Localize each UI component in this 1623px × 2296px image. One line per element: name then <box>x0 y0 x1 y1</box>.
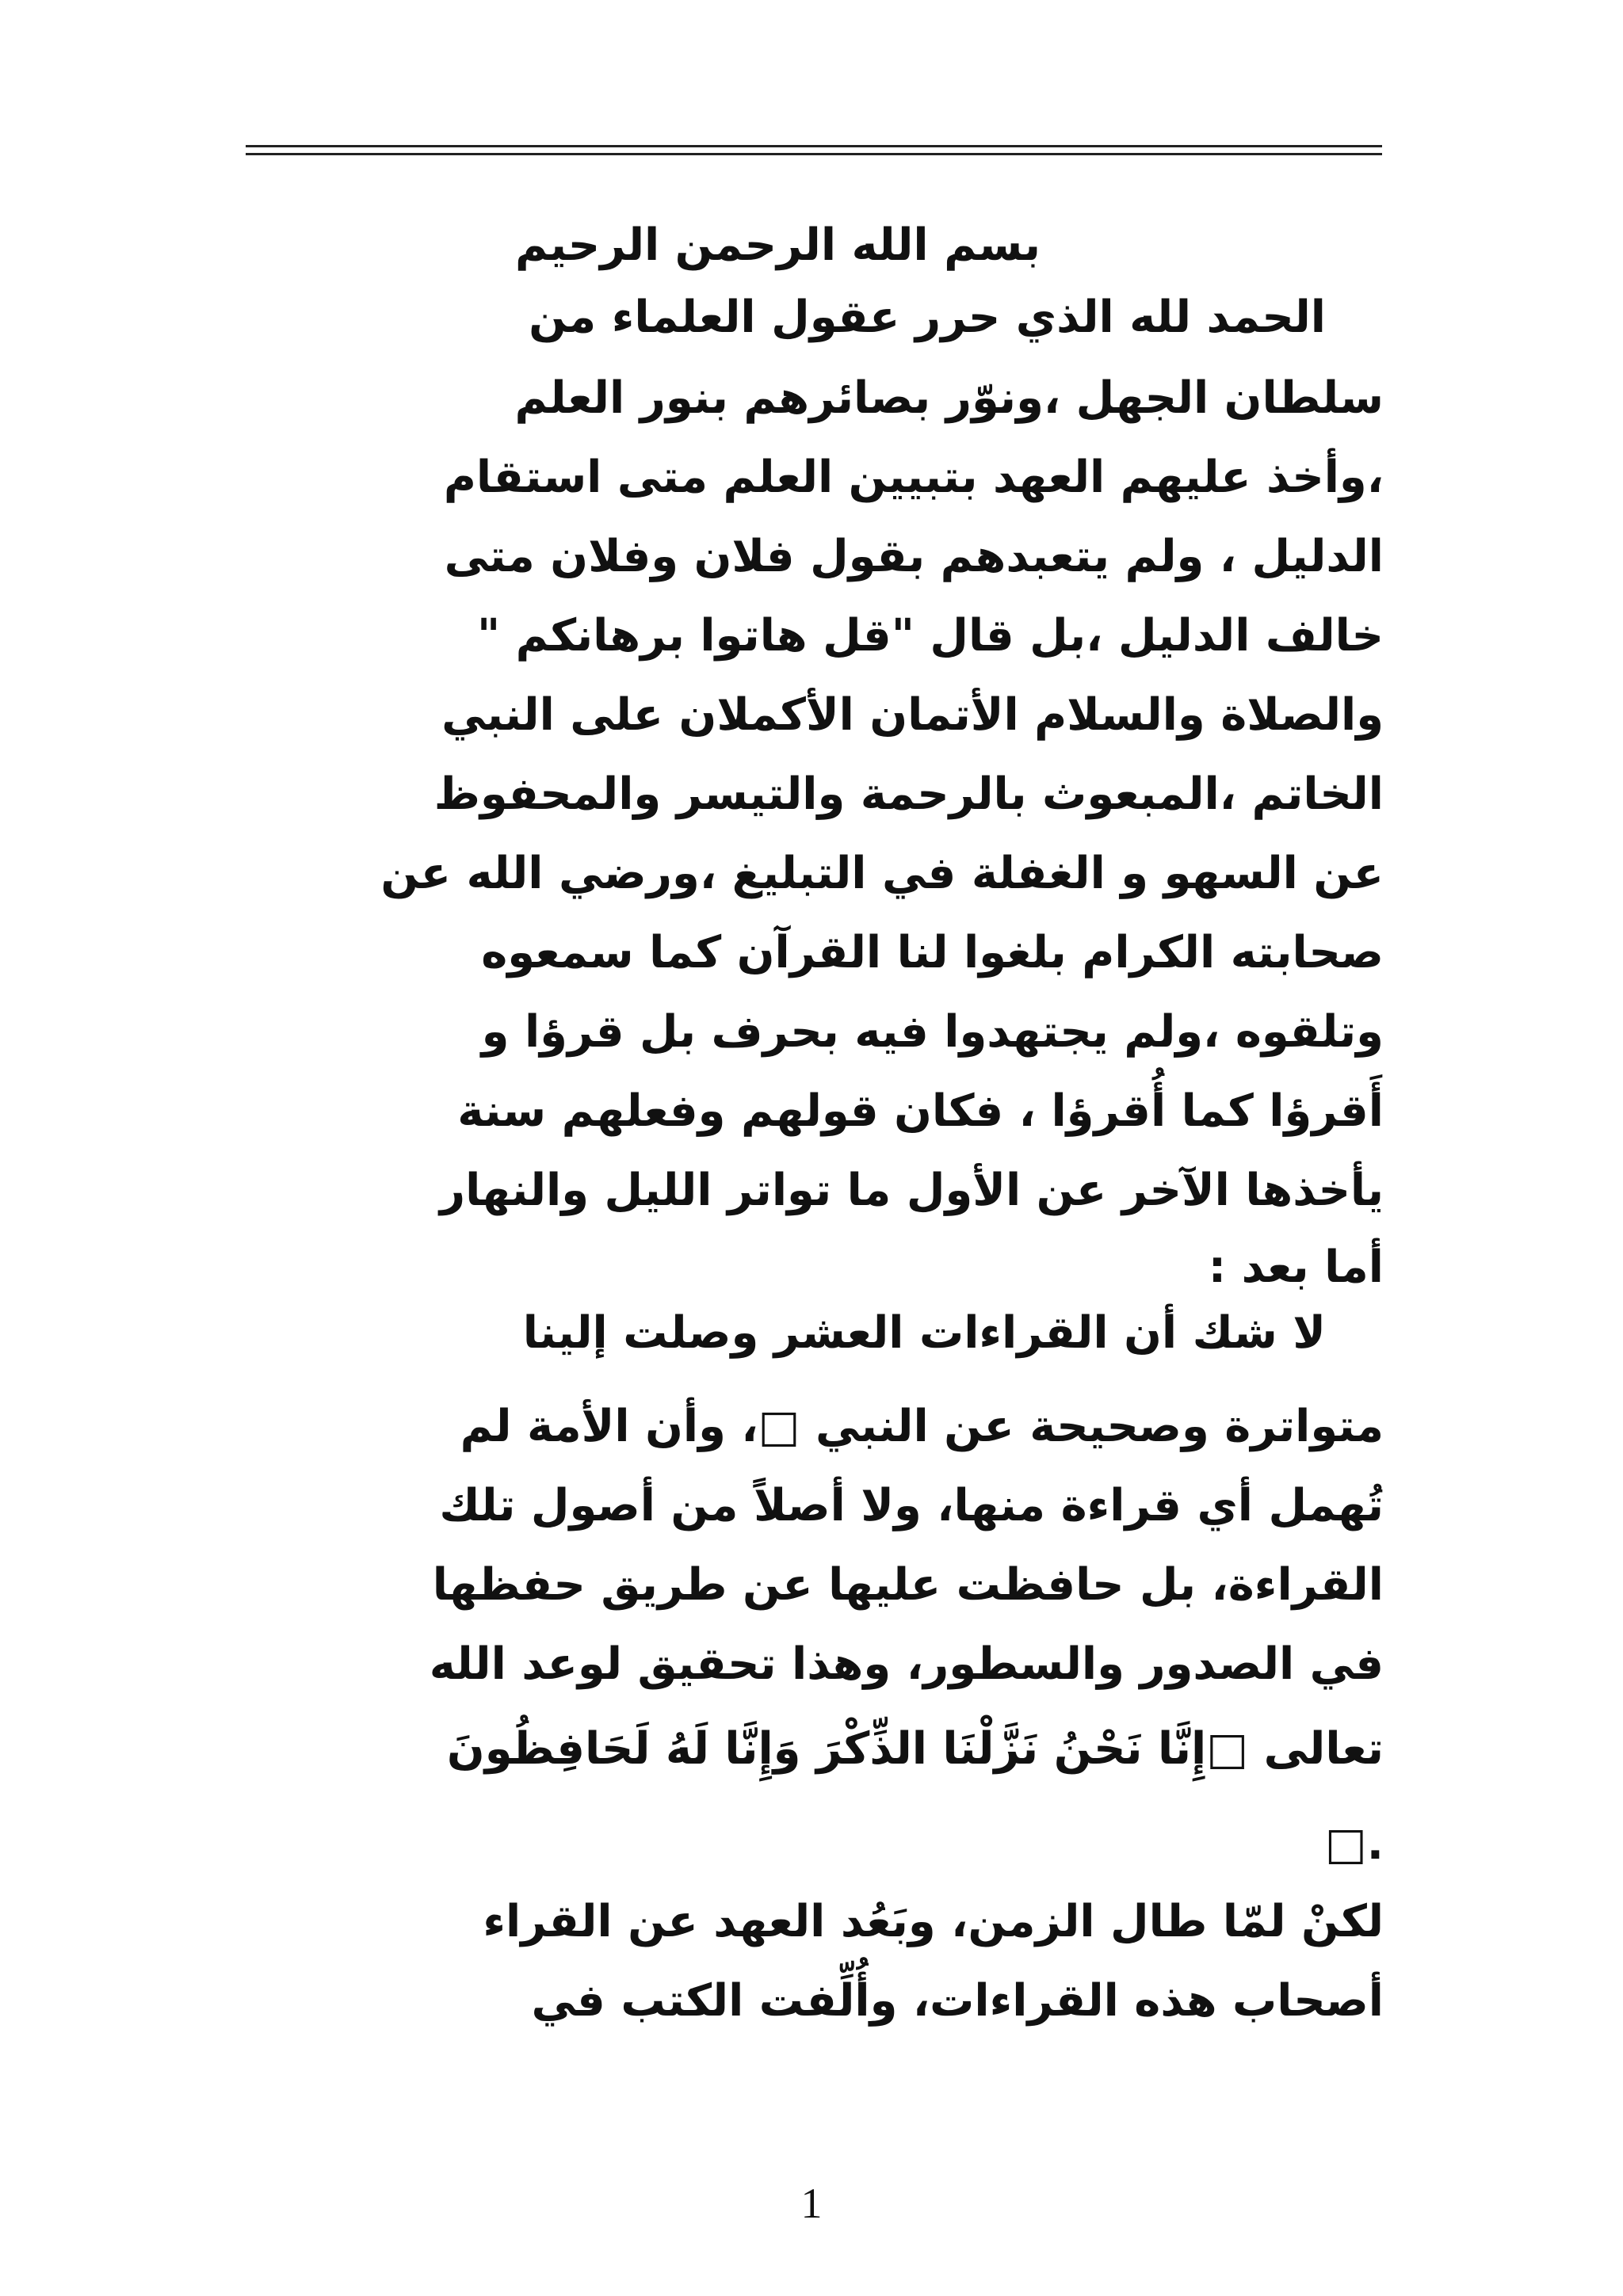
header-rule-top <box>246 145 1382 147</box>
text-line: الحمد لله الذي حرر عقول العلماء من <box>529 292 1326 343</box>
text-line: الخاتم ،المبعوث بالرحمة والتيسر والمحفوظ <box>433 769 1384 820</box>
text-line: صحابته الكرام بلغوا لنا القرآن كما سمعوه <box>481 927 1384 978</box>
text-line: عن السهو و الغفلة في التبليغ ،ورضي الله عن <box>380 848 1384 899</box>
text-line: يأخذها الآخر عن الأول ما تواتر الليل والنهار <box>439 1165 1384 1216</box>
text-line: وتلقوه ،ولم يجتهدوا فيه بحرف بل قرؤا و <box>481 1006 1384 1058</box>
text-line: □. <box>1324 1818 1384 1870</box>
text-line: ،وأخذ عليهم العهد بتبيين العلم متى استقام <box>443 452 1384 503</box>
text-line: تُهمل أي قراءة منها، ولا أصلاً من أصول تلك <box>439 1480 1384 1531</box>
text-line: سلطان الجهل ،ونوّر بصائرهم بنور العلم <box>514 372 1384 424</box>
header-rule-bottom <box>246 153 1382 155</box>
text-line: والصلاة والسلام الأتمان الأكملان على النبي <box>441 689 1384 741</box>
text-line: متواترة وصحيحة عن النبي □، وأن الأمة لم <box>460 1401 1384 1452</box>
text-line: تعالى □إِنَّا نَحْنُ نَزَّلْنَا الذِّكْرَ وَإِنَّا لَهُ لَحَافِظُونَ <box>446 1723 1384 1775</box>
text-line: لكنْ لمّا طال الزمن، وبَعُد العهد عن القراء <box>483 1896 1384 1947</box>
page-number: 1 <box>800 2180 823 2227</box>
basmala-heading: بسم الله الرحمن الرحيم <box>514 219 1041 271</box>
text-line: خالف الدليل ،بل قال "قل هاتوا برهانكم " <box>476 610 1384 662</box>
text-line: القراءة، بل حافظت عليها عن طريق حفظها <box>432 1559 1384 1611</box>
text-line: في الصدور والسطور، وهذا تحقيق لوعد الله <box>429 1638 1384 1690</box>
text-line: لا شك أن القراءات العشر وصلت إلينا <box>522 1307 1326 1359</box>
text-line: أصحاب هذه القراءات، وأُلِّفت الكتب في <box>531 1975 1384 2027</box>
text-line: أَقرؤا كما أُقرؤا ، فكان قولهم وفعلهم سنة <box>457 1085 1384 1137</box>
text-line: أما بعد : <box>1208 1241 1384 1293</box>
text-line: الدليل ، ولم يتعبدهم بقول فلان وفلان متى <box>444 531 1384 582</box>
